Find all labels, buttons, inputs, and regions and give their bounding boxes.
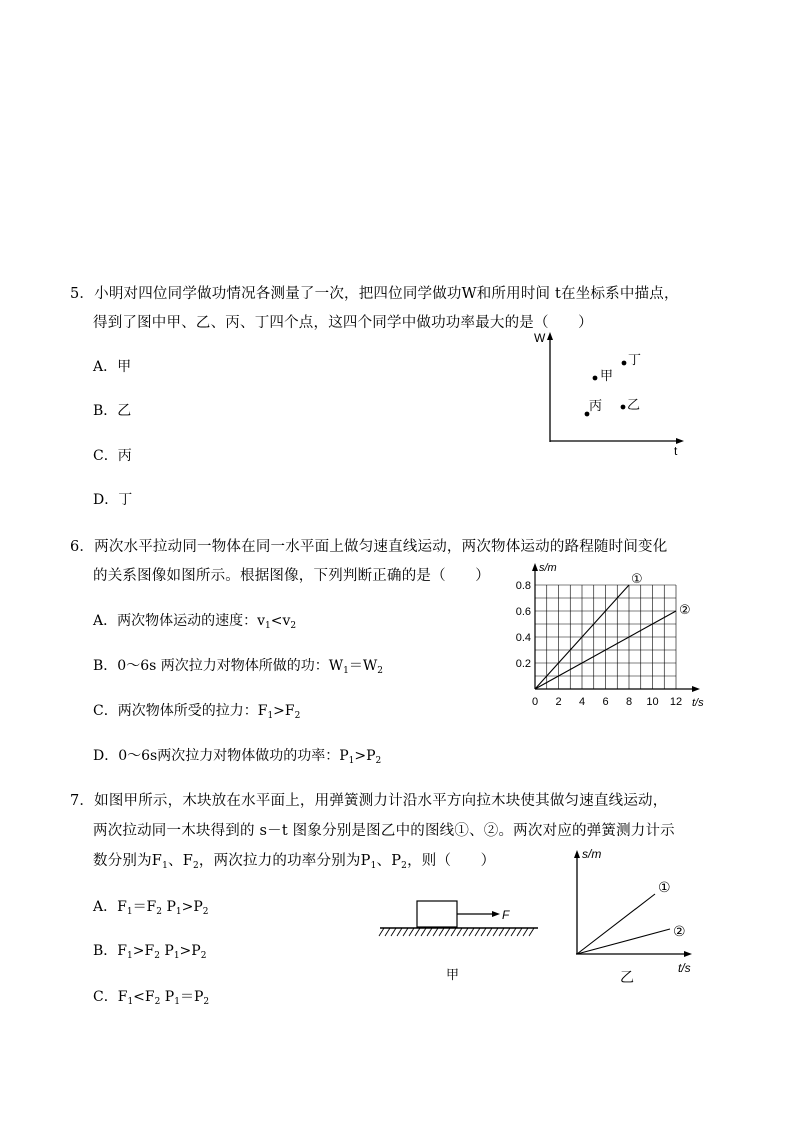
yi-line-2-label: ② (673, 923, 686, 939)
q5-point-ding (622, 361, 627, 366)
q7-fig-jia (376, 895, 546, 990)
q6-option-b-sub2: 2 (377, 666, 383, 676)
q7-a-2: ＝F (132, 899, 157, 915)
q6-option-c-text: C．两次物体所受的拉力：F (93, 703, 268, 719)
q5-line1: 5．小明对四位同学做功情况各测量了一次，把四位同学做功W和所用时间 t在坐标系中描点， (70, 286, 679, 302)
q7-a-6: >P (181, 899, 203, 915)
q7-b-5: 1 (173, 951, 180, 961)
q7-line3-c: ，两次拉力的功率分别为P (198, 853, 371, 869)
yi-y-label: s/m (582, 847, 602, 861)
q7-b-3: 2 (154, 951, 160, 961)
x-tick-label: 0 (531, 696, 539, 708)
q7-line3 (93, 849, 495, 870)
y-axis-arrow (532, 563, 538, 571)
x-tick-label: 10 (646, 696, 659, 708)
q6-line1: 6．两次水平拉动同一物体在同一水平面上做匀速直线运动，两次物体运动的路程随时间变化 (70, 539, 668, 555)
q7-line3-sub4: 2 (401, 861, 408, 871)
q7-line3-e: ，则（ ） (407, 853, 496, 869)
q7-line2: 两次拉动同一木块得到的 s－t 图象分别是图乙中的图线①、②。两次对应的弹簧测力计示 (93, 823, 675, 839)
x-tick-label: 2 (555, 696, 562, 708)
q7-line3-sub3: 1 (370, 861, 377, 871)
ground-hatching (379, 928, 534, 936)
q6-option-a-sub1: 1 (265, 621, 271, 631)
q7-a-0: A．F (93, 899, 127, 915)
q7-line3-b: 、F (168, 853, 193, 869)
q6-option-c-mid: >F (273, 703, 295, 719)
q7-line3-a: 数分别为F (93, 853, 163, 869)
q6-option-d-text: D．0～6s两次拉力对物体做功的功率：P (93, 748, 349, 764)
q6-option-d-sub2: 2 (375, 756, 382, 766)
q6-option-a-mid: <v (270, 613, 291, 629)
yi-line-1 (577, 894, 655, 954)
q7-c-7: 2 (203, 997, 210, 1007)
q7-a-7: 2 (202, 907, 209, 917)
q7-line3-sub2: 2 (192, 861, 199, 871)
y-tick-label: 0.8 (515, 580, 531, 592)
q7-c-3: 2 (154, 997, 161, 1007)
q6-line2: 的关系图像如图所示。根据图像，下列判断正确的是（ ） (93, 568, 490, 584)
q7-b-0: B．F (93, 943, 128, 959)
q7-option-b (93, 940, 206, 960)
q7-b-2: >F (132, 943, 155, 959)
q6-option-a-text: A．两次物体运动的速度：v (93, 613, 266, 629)
q7-option-c (93, 986, 209, 1006)
q7-a-4: P (162, 899, 176, 915)
y-tick-label: 0.2 (515, 658, 531, 670)
q7-c-1: 1 (127, 997, 134, 1007)
yi-line-2 (577, 929, 670, 954)
q7-c-2: <F (133, 989, 155, 1005)
q6-option-b-text: B．0～6s 两次拉力对物体所做的功：W (93, 658, 344, 674)
q6-option-b-mid: ＝W (348, 658, 378, 674)
y-tick-label: 0.4 (515, 632, 531, 644)
q7-line3-sub1: 1 (162, 861, 168, 871)
q7-line1: 7．如图甲所示，木块放在水平面上，用弹簧测力计沿水平方向拉木块使其做匀速直线运动， (70, 793, 668, 809)
q7-b-1: 1 (127, 951, 133, 961)
q5-option-b: B．乙 (93, 403, 132, 419)
series-label-1: ① (631, 571, 643, 586)
q6-option-d-sub1: 1 (348, 756, 355, 766)
q7-c-6: ＝P (179, 989, 204, 1005)
wood-block (417, 901, 457, 927)
q6-chart-grid (535, 585, 676, 689)
y-tick-label: 0.6 (515, 606, 531, 618)
q5-y-label: W (534, 331, 546, 345)
q6-st-chart (505, 562, 725, 717)
x-tick-label: 12 (669, 696, 683, 708)
q6-option-b (93, 655, 383, 675)
q7-c-5: 1 (174, 997, 180, 1007)
q7-c-0: C．F (93, 989, 128, 1005)
q5-option-d: D．丁 (93, 492, 133, 508)
y-axis-label: s/m (539, 562, 557, 574)
q5-point-yi (621, 405, 626, 410)
q5-label-bing: 丙 (589, 398, 603, 413)
q5-label-jia: 甲 (600, 368, 614, 383)
q6-option-a-sub2: 2 (290, 621, 297, 631)
q5-y-arrow (547, 332, 553, 340)
yi-x-arrow (684, 951, 692, 957)
q6-option-c (93, 700, 300, 720)
q5-label-yi: 乙 (627, 397, 641, 412)
x-axis-label: t/s (692, 697, 704, 709)
q5-option-a: A．甲 (93, 359, 132, 375)
q6-option-d-mid: >P (354, 748, 376, 764)
q5-wt-graph (530, 330, 700, 460)
q7-b-6: >P (179, 943, 201, 959)
q7-option-a (93, 896, 209, 916)
x-tick-label: 4 (578, 696, 586, 708)
series-label-2: ② (679, 602, 691, 617)
yi-y-arrow (574, 850, 580, 858)
x-axis-arrow (692, 686, 700, 692)
x-tick-label: 6 (602, 696, 609, 708)
q5-x-label: t (674, 444, 678, 458)
q6-option-a (93, 610, 296, 630)
q6-option-c-sub1: 1 (267, 711, 274, 721)
q7-a-5: 1 (175, 907, 182, 917)
q7-b-7: 2 (200, 951, 207, 961)
q7-line3-d: 、P (376, 853, 402, 869)
q7-fig-yi (560, 842, 710, 990)
fig-yi-caption: 乙 (620, 969, 634, 985)
x-tick-label: 8 (625, 696, 633, 708)
yi-line-1-label: ① (658, 879, 671, 895)
q6-option-b-sub1: 1 (343, 666, 349, 676)
q5-line2: 得到了图中甲、乙、丙、丁四个点，这四个同学中做功功率最大的是（ ） (93, 315, 593, 331)
yi-x-label: t/s (678, 961, 691, 975)
q6-chart-axes (532, 563, 700, 692)
q6-option-c-sub2: 2 (294, 711, 301, 721)
q6-option-d (93, 745, 381, 765)
q5-point-jia (593, 376, 598, 381)
q7-b-4: P (159, 943, 174, 959)
q5-label-ding: 丁 (628, 352, 642, 367)
q7-a-1: 1 (126, 907, 133, 917)
q7-c-4: P (160, 989, 175, 1005)
q7-a-3: 2 (156, 907, 163, 917)
force-label: F (502, 908, 510, 922)
q5-option-c: C．丙 (93, 448, 132, 464)
fig-jia-caption: 甲 (446, 967, 460, 982)
force-arrow-head (492, 911, 500, 917)
